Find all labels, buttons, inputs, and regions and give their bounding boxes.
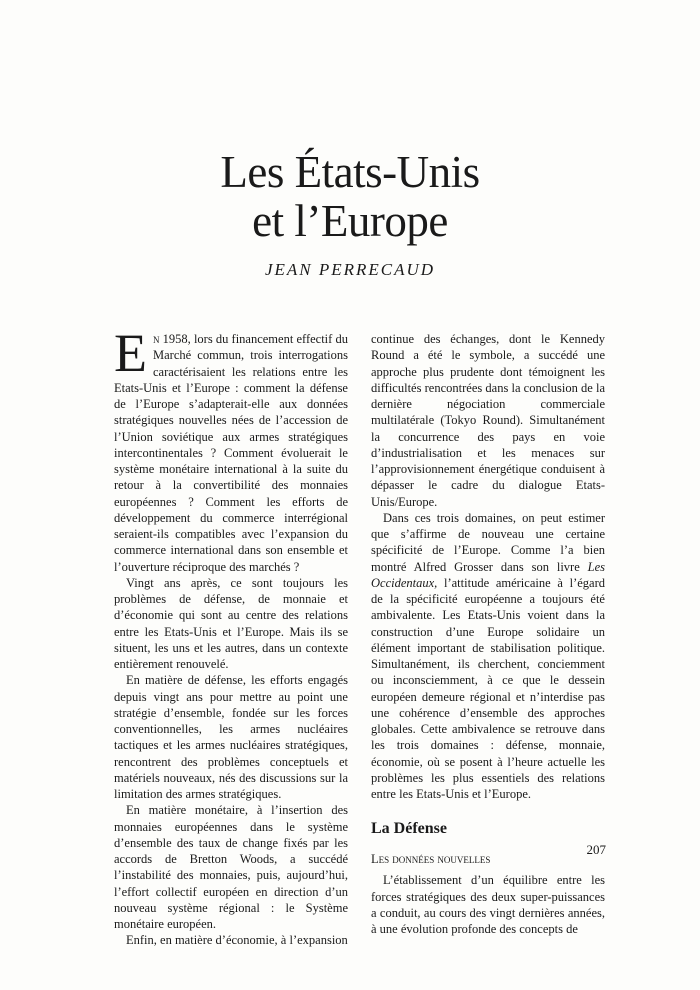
author-name: JEAN PERRECAUD: [264, 260, 436, 279]
paragraph-1: [114, 323, 348, 575]
paragraph-8: L’établissement d’un équilibre entre les forces stratégiques des deux super-puissances a conduit, au cours des vingt dernières années, à une évolution profonde des concepts de: [371, 873, 605, 936]
drop-cap: E: [114, 323, 147, 383]
article-title: [0, 148, 700, 246]
paragraph-1-text: 1958, lors du financement effectif du Marché commun, trois interrogations caractérisaient les relations entre les Etats-Unis et l’Europe : comment la défense de l’Europe s’adapterait-elle aux données stratégiques nouvelles nées de l’accession de l’Union soviétique aux armes stratégiques intercontinentales ? Comment évoluerait le système monétaire international à la suite du retour à la convertibilité des monnaies européennes ? Comment les efforts de développement du commerce interrégional seraient-ils compatibles avec l’expansion du commerce international dans son ensemble et l’ouverture réciproque des marchés ?: [114, 332, 348, 574]
book-title: Les Occidentaux,: [371, 559, 605, 590]
paragraph-5: Enfin, en matière d’économie, à l’expansion: [126, 933, 348, 948]
article-title-line-2: et l’Europe: [252, 196, 448, 246]
paragraph-7-text-a: Dans ces trois domaines, on peut estimer que s’affirme de nouveau une certaine spécificité de l’Europe. Comme l’a bien montré Alfred Grosser dans son livre: [371, 510, 605, 574]
paragraph-7-text-b: l’attitude américaine à l’égard de la spécificité européenne a toujours été ambivalente. Les Etats-Unis voient dans la construction d’une Europe solidaire un élément important de stabilisation politique. Simultanément, ils cherchent, conciemment ou inconsciemment, à ce que le dessein européen demeure régional et n’interdise pas une cohérence d’ensemble des approches globales. Cette ambivalence se retrouve dans les trois domaines : défense, monnaie, économie, où se posent à l’heure actuelle les problèmes les plus essentiels des relations entre les Etats-Unis et l’Europe.: [371, 575, 605, 801]
section-heading: La Défense: [371, 820, 447, 838]
drop-cap-continuation: n: [153, 332, 160, 346]
text-column-left: [114, 323, 348, 949]
subsection-heading: Les données nouvelles: [371, 852, 491, 867]
paragraph-6: continue des échanges, dont le Kennedy Round a été le symbole, a succédé une approche plus prudente dont témoignent les difficultés rencontrées dans la conclusion de la dernière négociation commerciale multilatérale (Tokyo Round). Simultanément la concurrence des pays en voie d’industrialisation et les menaces sur l’approvisionnement énergétique conduisent à dépasser le cadre du dialogue Etats-Unis/Europe.: [371, 332, 605, 509]
paragraph-4: En matière monétaire, à l’insertion des monnaies européennes dans le système d’ensemble des taux de change fixés par les accords de Bretton Woods, a succédé l’instabilité des monnaies, puis, aujourd’hui, l’effort collectif européen en direction d’un nouveau système régional : le Système monétaire européen.: [114, 803, 348, 931]
paragraph-2: Vingt ans après, ce sont toujours les problèmes de défense, de monnaie et d’économie qui sont au centre des relations entre les Etats-Unis et l’Europe. Mais ils se situent, les uns et les autres, dans un contexte entièrement renouvelé.: [114, 575, 348, 671]
paragraph-3: En matière de défense, les efforts engagés depuis vingt ans pour mettre au point une stratégie d’ensemble, fondée sur les forces conventionnelles, les armes nucléaires tactiques et les armes nucléaires stratégiques, rencontrent des problèmes conceptuels et matériels nouveaux, nés des discussions sur la limitation des armes stratégiques.: [114, 673, 348, 801]
article-title-line-1: Les États-Unis: [220, 147, 480, 197]
paragraph-7: [371, 510, 605, 803]
page-number: 207: [586, 842, 606, 857]
